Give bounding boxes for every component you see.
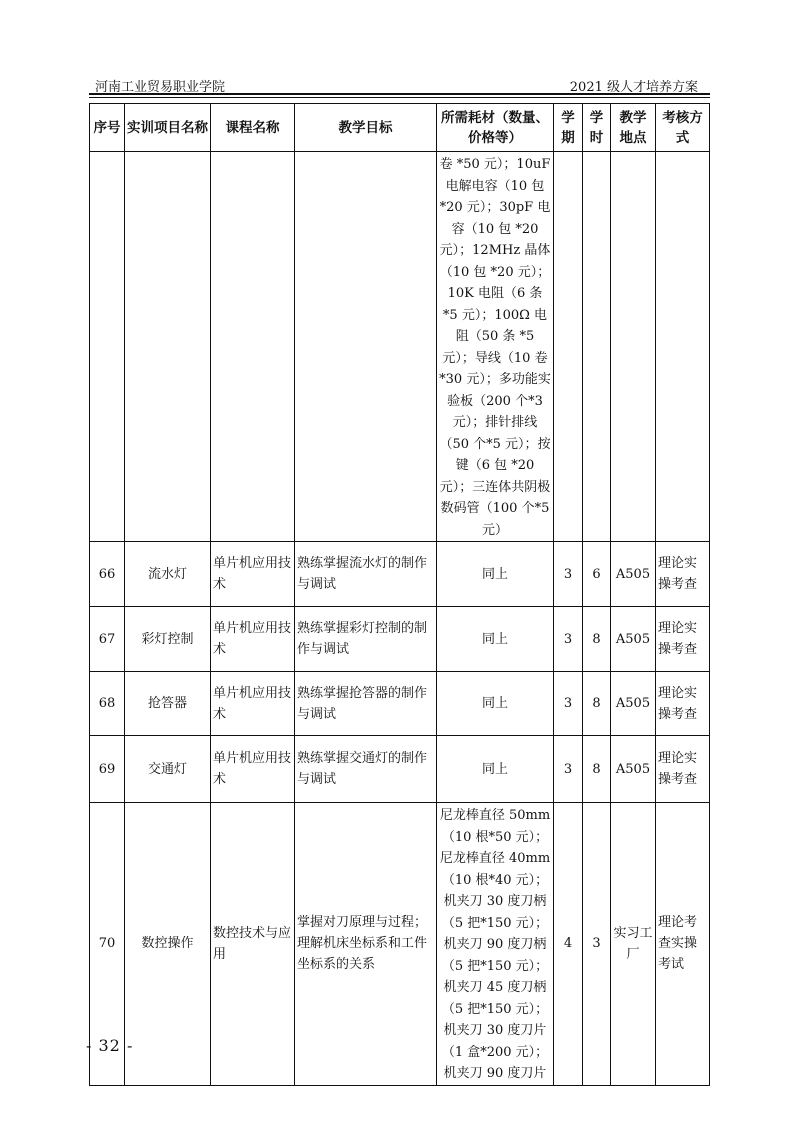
cell-assess	[656, 152, 710, 542]
cell-course: 单片机应用技术	[211, 542, 295, 607]
cell-hours: 6	[583, 542, 611, 607]
cell-course: 单片机应用技术	[211, 736, 295, 803]
col-course: 课程名称	[211, 104, 295, 152]
col-project: 实训项目名称	[125, 104, 211, 152]
col-goal: 教学目标	[295, 104, 437, 152]
cell-project: 彩灯控制	[125, 607, 211, 672]
cell-goal: 掌握对刀原理与过程；理解机床坐标系和工件坐标系的关系	[295, 803, 437, 1086]
training-table	[89, 103, 710, 1086]
cell-project: 流水灯	[125, 542, 211, 607]
cell-term: 3	[554, 672, 583, 736]
cell-hours: 3	[583, 803, 611, 1086]
cell-hours: 8	[583, 672, 611, 736]
cell-place	[611, 152, 656, 542]
cell-project: 交通灯	[125, 736, 211, 803]
cell-materials: 同上	[437, 607, 554, 672]
cell-place: A505	[611, 542, 656, 607]
cell-course: 单片机应用技术	[211, 672, 295, 736]
cell-hours	[583, 152, 611, 542]
header-school: 河南工业贸易职业学院	[95, 80, 226, 95]
cell-place: A505	[611, 672, 656, 736]
col-assess: 考核方式	[656, 104, 710, 152]
cell-no: 70	[90, 803, 125, 1086]
table-row	[90, 607, 710, 672]
cell-term: 4	[554, 803, 583, 1086]
cell-no: 69	[90, 736, 125, 803]
table-row	[90, 736, 710, 803]
col-materials: 所需耗材（数量、价格等）	[437, 104, 554, 152]
header-rule-thin	[89, 97, 710, 98]
col-no: 序号	[90, 104, 125, 152]
cell-term: 3	[554, 542, 583, 607]
cell-place: A505	[611, 607, 656, 672]
cell-goal: 熟练掌握交通灯的制作与调试	[295, 736, 437, 803]
cell-materials: 尼龙棒直径 50mm （10 根*50 元）；尼龙棒直径 40mm （10 根*40 元）；机夹刀 30 度刀柄 （5 把*150 元）；机夹刀 90 度刀柄 （5 把*150 元）；机夹刀 45 度刀柄 （5 把*150 元）；机夹刀 30 度刀片 （1 盒*200 元）；机夹刀 90 度刀片	[437, 803, 554, 1086]
cell-project: 抢答器	[125, 672, 211, 736]
col-term: 学期	[554, 104, 583, 152]
cell-term: 3	[554, 607, 583, 672]
cell-no: 67	[90, 607, 125, 672]
cell-assess: 理论实操考查	[656, 736, 710, 803]
cell-hours: 8	[583, 736, 611, 803]
col-place: 教学地点	[611, 104, 656, 152]
cell-place: 实习工厂	[611, 803, 656, 1086]
cell-assess: 理论实操考查	[656, 607, 710, 672]
cell-term	[554, 152, 583, 542]
table-row-continued	[90, 152, 710, 542]
cell-goal: 熟练掌握流水灯的制作与调试	[295, 542, 437, 607]
cell-project	[125, 152, 211, 542]
cell-materials: 同上	[437, 542, 554, 607]
cell-goal: 熟练掌握彩灯控制的制作与调试	[295, 607, 437, 672]
table-row	[90, 672, 710, 736]
cell-hours: 8	[583, 607, 611, 672]
table-row	[90, 542, 710, 607]
cell-project: 数控操作	[125, 803, 211, 1086]
cell-goal	[295, 152, 437, 542]
cell-no	[90, 152, 125, 542]
table-header-row	[90, 104, 710, 152]
table-row	[90, 803, 710, 1086]
cell-assess: 理论实操考查	[656, 542, 710, 607]
cell-assess: 理论实操考查	[656, 672, 710, 736]
cell-materials: 卷 *50 元）；10uF 电解电容（10 包 *20 元）；30pF 电容（10 包 *20 元）；12MHz 晶体（10 包 *20 元）；10K 电阻（6 条 *5 元）；100Ω 电阻（50 条 *5 元）；导线（10 卷 *30 元）；多功能实验板（200 个*3 元）；排针排线（50 个*5 元）；按键（6 包 *20 元）；三连体共阴极数码管（100 个*5 元）	[437, 152, 554, 542]
cell-course: 数控技术与应用	[211, 803, 295, 1086]
cell-assess: 理论考查实操考试	[656, 803, 710, 1086]
cell-no: 68	[90, 672, 125, 736]
cell-place: A505	[611, 736, 656, 803]
page-number: - 32 -	[86, 1036, 134, 1055]
header-plan: 2021 级人才培养方案	[569, 80, 698, 95]
header-rule-thick	[89, 93, 710, 95]
col-hours: 学时	[583, 104, 611, 152]
cell-goal: 熟练掌握抢答器的制作与调试	[295, 672, 437, 736]
cell-materials: 同上	[437, 736, 554, 803]
cell-course: 单片机应用技术	[211, 607, 295, 672]
cell-materials: 同上	[437, 672, 554, 736]
cell-course	[211, 152, 295, 542]
cell-term: 3	[554, 736, 583, 803]
cell-no: 66	[90, 542, 125, 607]
